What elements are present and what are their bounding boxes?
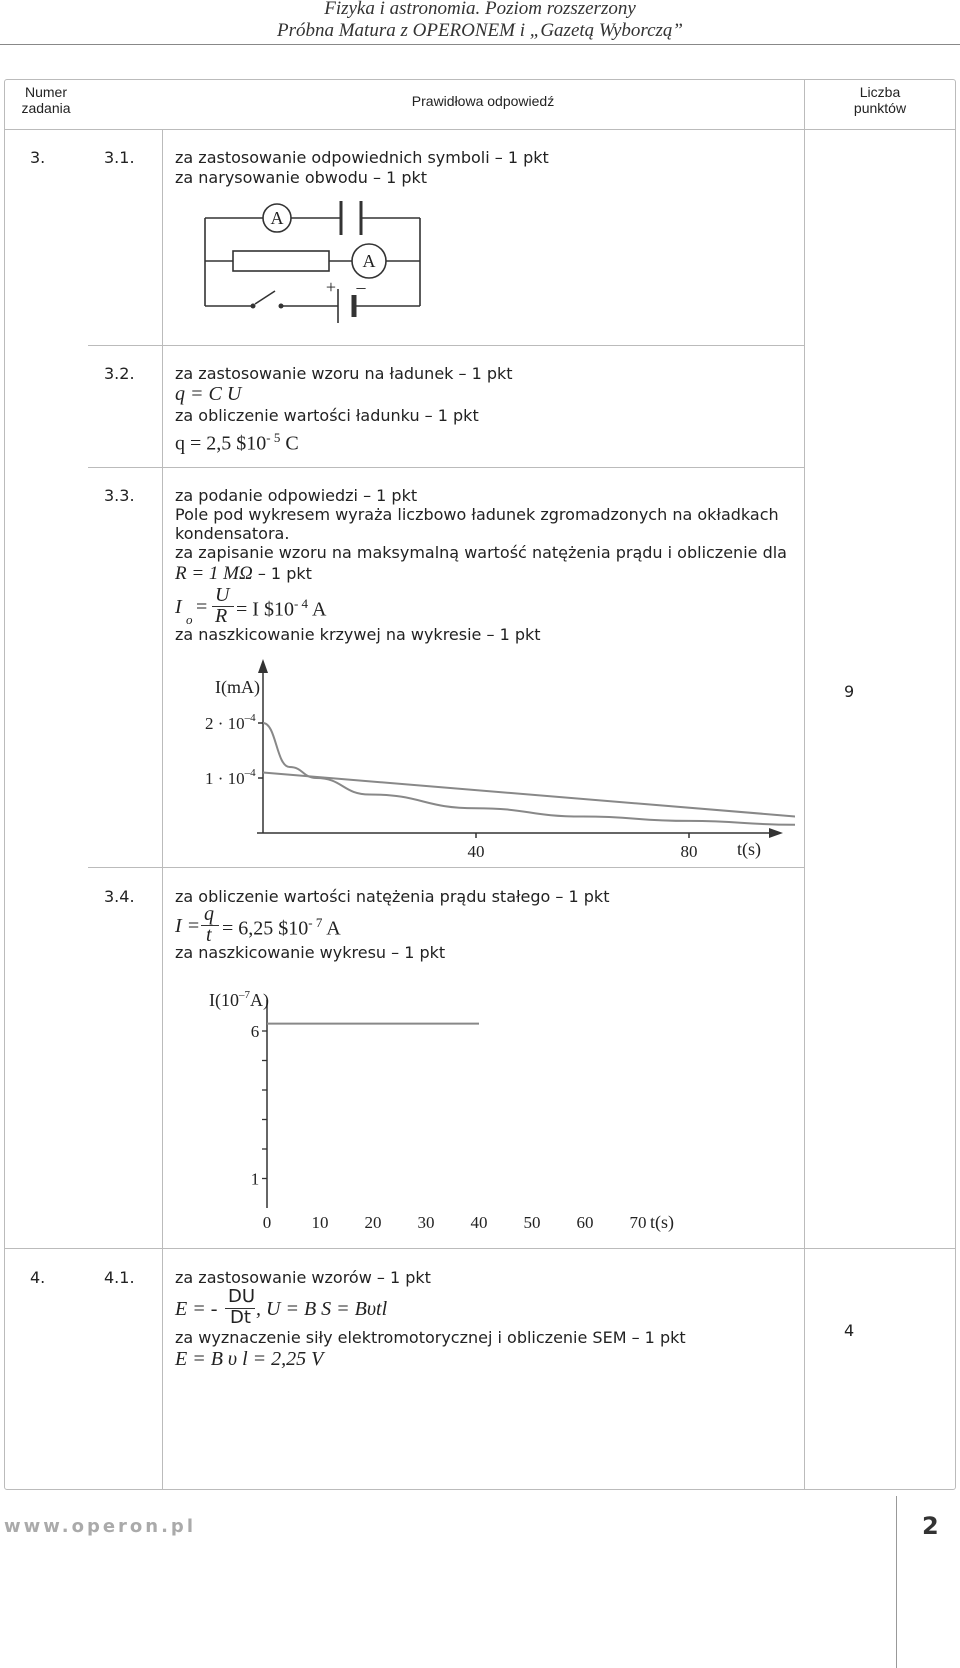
y-axis-label: I(mA) [215, 677, 260, 697]
text-34-line2: za naszkicowanie wykresu – 1 pkt [175, 943, 446, 962]
sub-divider-32 [88, 467, 804, 468]
chart-capacitor-discharge [195, 655, 795, 865]
ammeter-middle-label: A [362, 251, 376, 271]
y-tick-label: 6 [250, 1022, 260, 1041]
formula-current-I: I [175, 596, 182, 618]
task-number-4: 4. [30, 1268, 46, 1287]
x-tick-label: 60 [576, 1213, 594, 1232]
x-tick-label: 50 [523, 1213, 541, 1232]
text-33-line6: za naszkicowanie krzywej na wykresie – 1 pkt [175, 625, 541, 644]
table-header-divider [4, 129, 956, 130]
x-tick-label: 40 [470, 1213, 488, 1232]
sub-number-41: 4.1. [104, 1268, 135, 1287]
chart-constant-current [195, 980, 705, 1245]
y-tick-label: 1 [250, 1169, 260, 1189]
text-32-line2: za obliczenie wartości ładunku – 1 pkt [175, 406, 479, 425]
footer-divider [896, 1496, 897, 1668]
column-divider-answer [162, 129, 163, 1490]
formula-current-eq: = [196, 596, 208, 618]
text-33-line4: za zapisanie wzoru na maksymalną wartość natężenia prądu i obliczenie dla [175, 543, 787, 562]
switch-contact [279, 304, 284, 309]
column-divider-points [804, 79, 805, 1490]
formula-dc-numerator: q [204, 903, 214, 925]
formula-charge: q = C U [175, 383, 242, 405]
x-tick-label: 10 [311, 1213, 329, 1232]
text-32-line1: za zastosowanie wzoru na ładunek – 1 pkt [175, 364, 513, 383]
task-points-4: 4 [844, 1321, 855, 1340]
series-line-2 [263, 773, 795, 817]
y-axis-label: $I(10^{-7}A)$ [209, 989, 269, 1010]
x-axis-label: t(s) [650, 1212, 674, 1232]
x-axis-arrow [769, 828, 783, 838]
task-divider [4, 1248, 956, 1249]
x-tick-label: 20 [364, 1213, 382, 1232]
switch-contact [251, 304, 256, 309]
text-33-line1: za podanie odpowiedzi – 1 pkt [175, 486, 418, 505]
formula-current-rest: = I $\$10^{- 4}$ A [236, 596, 327, 621]
col-header-answer: Prawidłowa odpowiedź [411, 93, 555, 109]
circuit-diagram [195, 193, 435, 333]
formula-emf-E: E = - [175, 1298, 218, 1320]
formula-current-denominator: R [215, 605, 228, 627]
task-points-3: 9 [844, 682, 855, 701]
text-41-line1: za zastosowanie wzorów – 1 pkt [175, 1268, 431, 1287]
text-33-line2: Pole pod wykresem wyraża liczbowo ładunek zgromadzonych na okładkach [175, 505, 779, 524]
footer-url[interactable]: www.operon.pl [4, 1516, 196, 1537]
x-tick-label: 30 [417, 1213, 435, 1232]
x-axis-label: t(s) [737, 839, 761, 859]
formula-emf-numerator: DU [228, 1286, 256, 1307]
header-title: Fizyka i astronomia. Poziom rozszerzony [324, 0, 636, 19]
x-tick-label: 40 [467, 842, 485, 861]
formula-emf-denominator: Dt [230, 1307, 251, 1328]
battery-minus: – [356, 277, 366, 297]
header-rule [0, 44, 960, 45]
formula-charge-value: q = 2,5 $\$10^{- 5}$ C [175, 430, 299, 455]
y-tick-label: $1 \cdot 10^{-4}$ [205, 767, 256, 788]
sub-number-34: 3.4. [104, 887, 135, 906]
x-tick-label: 0 [262, 1213, 272, 1232]
task-number-3: 3. [30, 148, 46, 167]
formula-dc-I: I = [175, 915, 201, 937]
header-subtitle: Próbna Matura z OPERONEM i „Gazetą Wyborczą” [276, 20, 684, 41]
y-axis-arrow [258, 659, 268, 673]
y-tick-label: $2 \cdot 10^{-4}$ [205, 712, 256, 733]
page-number: 2 [922, 1512, 939, 1540]
sub-divider-33 [88, 867, 804, 868]
col-header-number: Numer zadania [21, 84, 71, 116]
sub-number-33: 3.3. [104, 486, 135, 505]
col-header-points: Liczba punktów [853, 84, 907, 116]
sub-number-31: 3.1. [104, 148, 135, 167]
x-tick-label: 80 [680, 842, 698, 861]
text-34-line1: za obliczenie wartości natężenia prądu stałego – 1 pkt [175, 887, 610, 906]
text-31-line1: za zastosowanie odpowiednich symboli – 1 pkt [175, 148, 549, 167]
text-33-line3: kondensatora. [175, 524, 290, 543]
formula-dc-rest: = 6,25 $\$10^{- 7}$ A [222, 915, 341, 940]
battery-plus: + [325, 277, 337, 297]
formula-current-subscript: o [186, 612, 193, 627]
formula-dc-denominator: t [206, 924, 212, 946]
x-tick-label: 70 [629, 1213, 647, 1232]
sub-number-32: 3.2. [104, 364, 135, 383]
formula-emf-value: E = B υ l = 2,25 V [175, 1348, 324, 1370]
sub-divider-31 [88, 345, 804, 346]
ammeter-top-label: A [270, 208, 284, 228]
text-33-line5: R = 1 MΩ – 1 pkt [175, 563, 312, 584]
formula-flux: , U = B S = Bυtl [256, 1298, 388, 1320]
formula-current-numerator: U [215, 584, 230, 606]
text-31-line2: za narysowanie obwodu – 1 pkt [175, 168, 428, 187]
text-41-line2: za wyznaczenie siły elektromotorycznej i obliczenie SEM – 1 pkt [175, 1328, 686, 1347]
